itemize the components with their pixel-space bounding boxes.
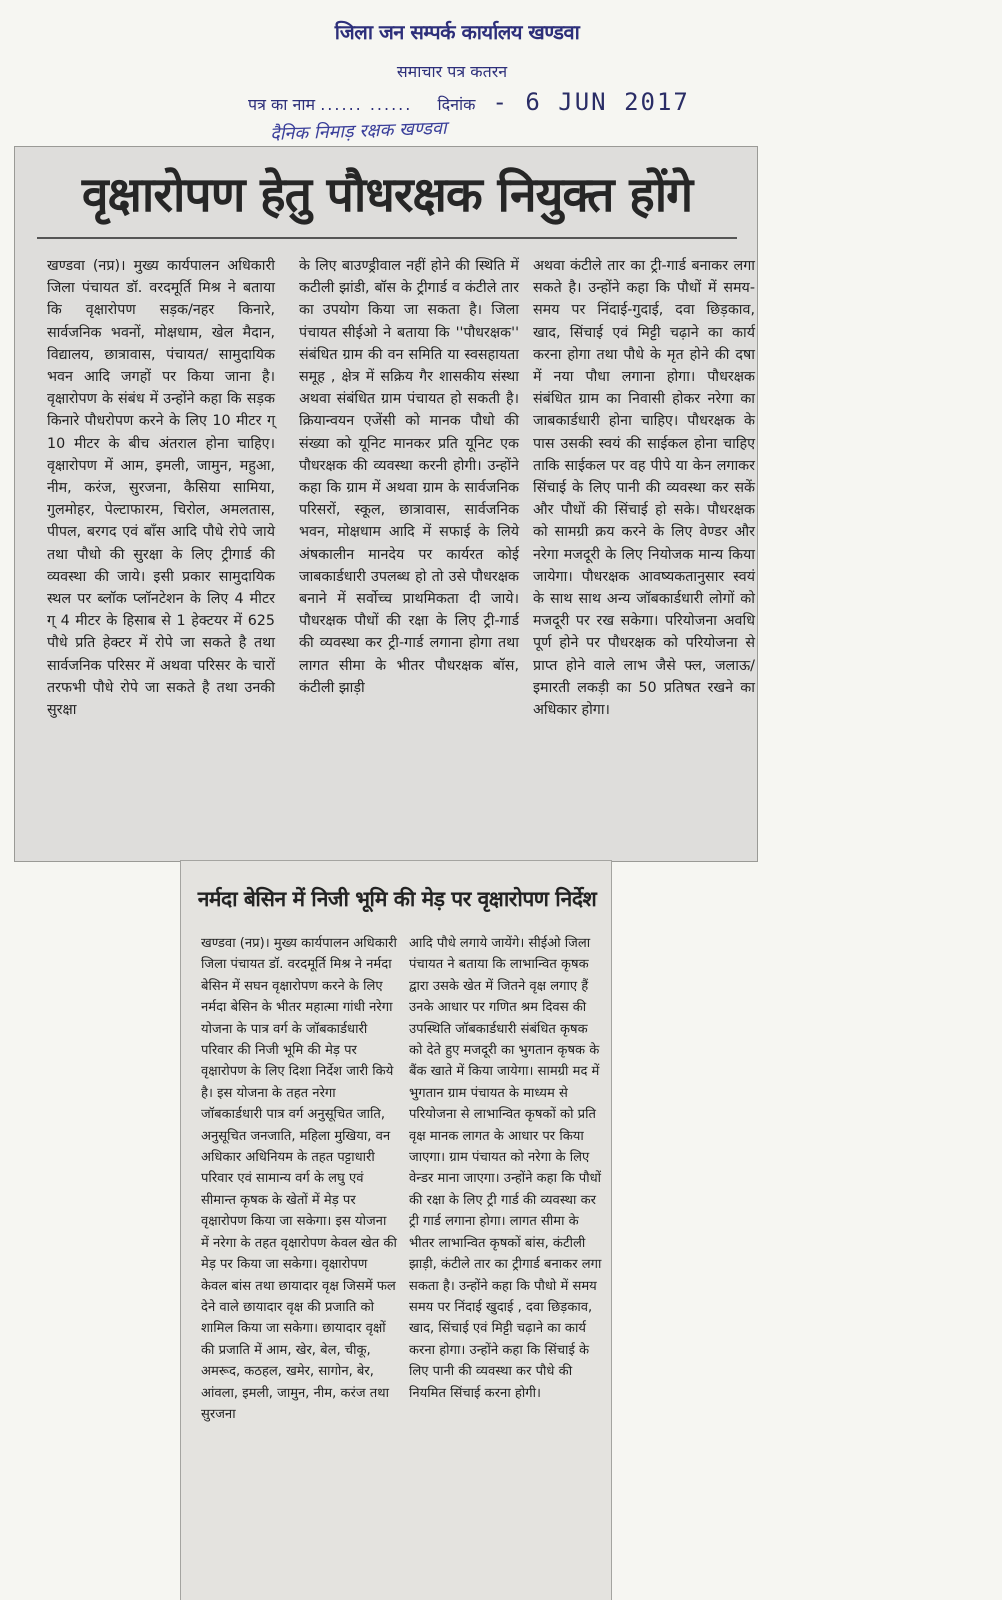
article1-col3-text: अथवा कंटीले तार का ट्री-गार्ड बनाकर लगा सकते है। उन्होंने कहा कि पौधों में समय-समय पर निंदाई-गुदाई, दवा छिड़काव, खाद, सिंचाई एवं मिट्टी चढ़ाने का कार्य करना होगा तथा पौधे के मृत होने की दषा में नया पौधा लगाना होगा। पौधरक्षक संबंधित ग्राम का निवासी होकर नरेगा का जाबकार्डधारी होना चाहिए। पौधरक्षक के पास उसकी स्वयं की साईकल होना चाहिए ताकि साईकल पर वह पीपे या केन लगाकर सिंचाई के लिए पानी की व्यवस्था कर सकें और पौधों की सिंचाई हो सके। पौधरक्षक को सामग्री क्रय करने के लिए वेण्डर और नरेगा मजदूरी के लिए नियोजक मान्य किया जायेगा। पौधरक्षक आवष्यकतानुसार स्वयं के साथ साथ अन्य जॉबकार्डधारी लोगों को मजदूरी पर रख सकेगा। परियोजना अवधि पूर्ण होने पर पौधरक्षक को परियोजना से प्राप्त होने वाले लाभ जैसे फ्ल, जलाऊ/इमारती लकड़ी का 50 प्रतिषत रखने का अधिकार होगा। [533,258,755,719]
article1-headline: वृक्षारोपण हेतु पौधरक्षक नियुक्त होंगे [81,167,693,223]
stamp-paper-date-line [248,88,748,116]
article2-headline: नर्मदा बेसिन में निजी भूमि की मेड़ पर वृक्षारोपण निर्देश [197,887,597,911]
article1-col1-text: खण्डवा (नप्र)। मुख्य कार्यपालन अधिकारी जिला पंचायत डॉ. वरदमूर्ति मिश्र ने बताया कि वृक्षारोपण सड़क/नहर किनारे, सार्वजनिक भवनों, मोक्षधाम, खेल मैदान, विद्यालय, छात्रावास, पंचायत/ सामुदायिक भवन आदि जगहों पर किया जाना है। वृक्षारोपण के संबंध में उन्होंने कहा कि सड़क किनारे पौधरोपण करने के लिए 10 मीटर ग् 10 मीटर के बीच अंतराल होना चाहिए। वृक्षारोपण में आम, इमली, जामुन, महुआ, नीम, करंज, सुरजना, कैसिया सामिया, गुलमोहर, पेल्टाफारम, चिरोल, अमलतास, पीपल, बरगद एवं बाँस आदि पौधे रोपे जाये तथा पौधो की सुरक्षा के लिए ट्रीगार्ड की व्यवस्था की जाये। इसी प्रकार सामुदायिक स्थल पर ब्लॉक प्लॉनटेशन के लिए 4 मीटर ग् 4 मीटर के हिसाब से 1 हेक्टयर में 625 पौधे प्रति हेक्टर में रोपे जा सकते है तथा सार्वजनिक परिसर में अथवा परिसर के चारों तरफभी पौधे रोपे जा सकते है तथा उनकी सुरक्षा [47,258,275,719]
office-stamp [0,0,1002,150]
article1-column-3 [533,255,755,721]
stamp-office-name: जिला जन सम्पर्क कार्यालय खण्डवा [334,20,580,44]
article2-col2-text: आदि पौधे लगाये जायेंगे। सीईओ जिला पंचायत ने बताया कि लाभान्वित कृषक द्वारा उसके खेत में जितने वृक्ष लगाए हैं उनके आधार पर गणित श्रम दिवस की उपस्थिति जॉबकार्डधारी संबंधित कृषक को देते हुए मजदूरी का भुगतान कृषक के बैंक खाते में किया जायेगा। सामग्री मद में भुगतान ग्राम पंचायत के माध्यम से परियोजना से लाभान्वित कृषकों को प्रति वृक्ष मानक लागत के आधार पर किया जाएगा। ग्राम पंचायत को नरेगा के लिए वेन्डर माना जाएगा। उन्होंने कहा कि पौधों की रक्षा के लिए ट्री गार्ड की व्यवस्था कर ट्री गार्ड लगाना होगा। लागत सीमा के भीतर लाभान्वित कृषकों बांस, कंटीली झाड़ी, कंटीले तार का ट्रीगार्ड बनाकर लगा सकता है। उन्होंने कहा कि पौधो में समय समय पर निंदाई खुदाई , दवा छिड़काव, खाद, सिंचाई एवं मिट्टी चढ़ाने का कार्य करना होगा। उन्होंने कहा कि सिंचाई के लिए पानी की व्यवस्था कर पौधे की नियमित सिंचाई करना होगी। [409,936,602,1401]
stamp-paper-label: पत्र का नाम [248,95,316,114]
headline-divider [37,237,737,239]
stamp-handwritten-paper-name: दैनिक निमाड़ रक्षक खण्डवा [269,117,447,145]
article1-column-1 [47,255,275,721]
stamp-date-label: दिनांक [437,95,476,114]
stamp-dots: ...... ...... [320,95,413,114]
stamp-subtitle: समाचार पत्र कतरन [396,62,508,81]
article1-col2-text: के लिए बाउण्ड्रीवाल नहीं होने की स्थिति में कटीली झांडी, बॉस के ट्रीगार्ड व कंटीले तार का उपयोग किया जा सकता है। जिला पंचायत सीईओ ने बताया कि ''पौधरक्षक'' संबंधित ग्राम की वन समिति या स्वसहायता समूह , क्षेत्र में सक्रिय गैर शासकीय संस्था अथवा संबंधित ग्राम पंचायत हो सकती है। क्रियान्वयन एजेंसी को मानक पौधो की संख्या को यूनिट मानकर प्रति यूनिट एक पौधरक्षक की व्यवस्था करनी होगी। उन्होंने कहा कि ग्राम में अथवा ग्राम के सार्वजनिक परिसरों, स्कूल, छात्रावास, सार्वजनिक भवन, मोक्षधाम आदि में सफाई के लिये अंषकालीन मानदेय पर कार्यरत कोई जाबकार्डधारी उपलब्ध हो तो उसे पौधरक्षक बनाने में सर्वोच्च प्राथमिकता दी जाये। पौधरक्षक पौधों की रक्षा के लिए ट्री-गार्ड की व्यवस्था कर ट्री-गार्ड लगाना होगा तथा लागत सीमा के भीतर पौधरक्षक बॉस, कंटीली झाड़ी [299,258,519,696]
news-clipping-2 [180,860,612,1600]
news-clipping-1 [14,146,758,862]
article2-column-2 [409,933,605,1404]
article2-col1-text: खण्डवा (नप्र)। मुख्य कार्यपालन अधिकारी जिला पंचायत डॉ. वरदमूर्ति मिश्र ने नर्मदा बेसिन में सघन वृक्षारोपण करने के लिए नर्मदा बेसिन के भीतर महात्मा गांधी नरेगा योजना के पात्र वर्ग के जॉबकार्डधारी परिवार की निजी भूमि की मेड़ पर वृक्षारोपण के लिए दिशा निर्देश जारी किये है। इस योजना के तहत नरेगा जॉबकार्डधारी पात्र वर्ग अनुसूचित जाति, अनुसूचित जनजाति, महिला मुखिया, वन अधिकार अधिनियम के तहत पट्टाधारी परिवार एवं सामान्य वर्ग के लघु एवं सीमान्त कृषक के खेतों में मेड़ पर वृक्षारोपण किया जा सकेगा। इस योजना में नरेगा के तहत वृक्षारोपण केवल खेत की मेड़ पर किया जा सकेगा। वृक्षारोपण केवल बांस तथा छायादार वृक्ष जिसमें फल देने वाले छायादार वृक्ष की प्रजाति को शामिल किया जा सकेगा। छायादार वृक्षों की प्रजाति में आम, खेर, बेल, चीकू, अमरूद, कठहल, खमेर, सागोन, बेर, आंवला, इमली, जामुन, नीम, करंज तथा सुरजना [201,936,397,1422]
article1-column-2 [299,255,519,699]
stamp-date-value: - 6 JUN 2017 [492,88,690,116]
article2-column-1 [201,933,397,1425]
